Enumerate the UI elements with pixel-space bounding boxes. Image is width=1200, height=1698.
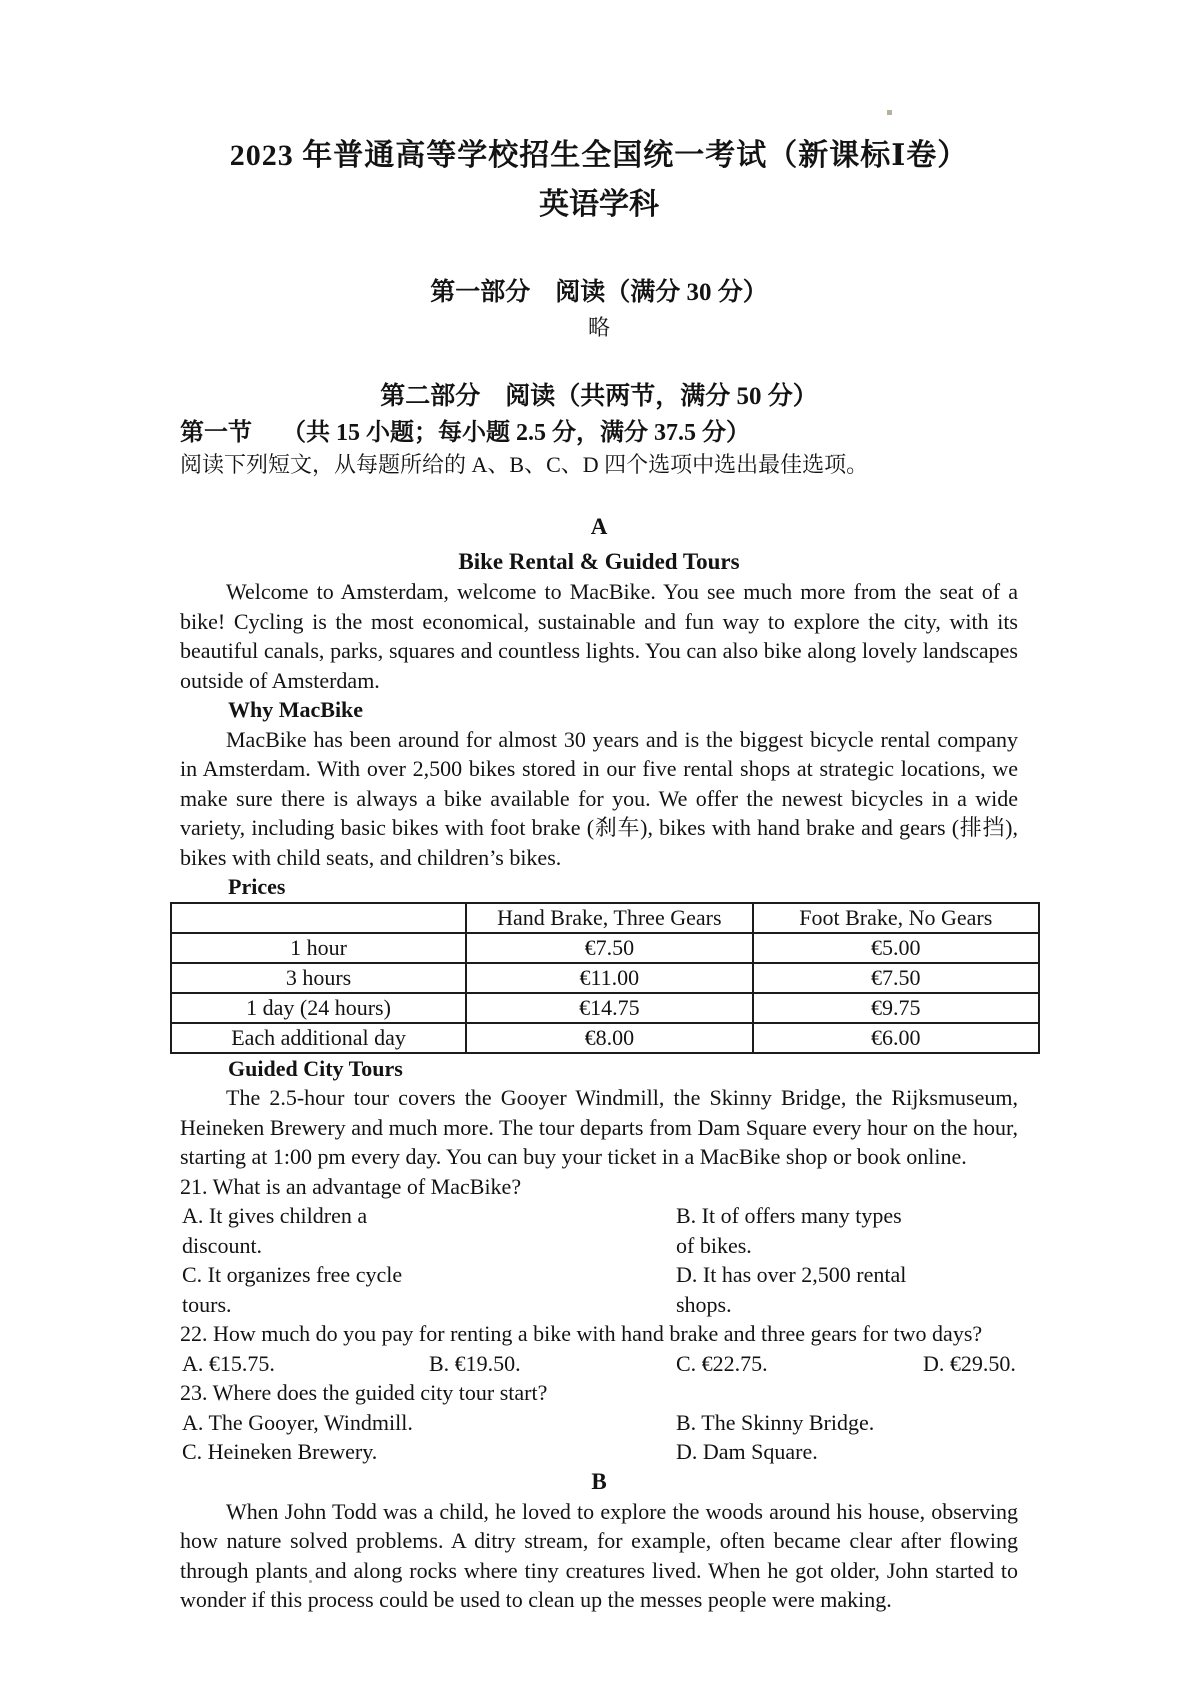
- table-cell: €7.50: [753, 963, 1039, 993]
- prices-table: [170, 902, 1040, 1054]
- question-23-options-row-1: [180, 1408, 1018, 1438]
- option-22-c: C. €22.75.: [676, 1350, 768, 1376]
- option-21-c: C. It organizes free cycle tours.: [182, 1262, 403, 1317]
- option-23-a: A. The Gooyer, Windmill.: [182, 1409, 413, 1435]
- passage-a-subheading-prices: Prices: [228, 874, 286, 899]
- exam-subject-title: 英语学科: [539, 188, 659, 221]
- table-cell: €14.75: [466, 993, 752, 1023]
- table-cell: €9.75: [753, 993, 1039, 1023]
- question-22-stem: 22. How much do you pay for renting a bike with hand brake and three gears for two days?: [180, 1321, 983, 1346]
- table-row: [171, 963, 1039, 993]
- exam-page: [180, 0, 1018, 1615]
- question-22: [180, 1319, 1018, 1378]
- table-header-empty: [171, 903, 466, 933]
- question-23-stem: 23. Where does the guided city tour start?: [180, 1380, 548, 1405]
- section1-heading: 第一节 （共 15 小题；每小题 2.5 分，满分 37.5 分）: [180, 420, 750, 446]
- option-22-b: B. €19.50.: [429, 1350, 521, 1376]
- question-23: [180, 1378, 1018, 1467]
- option-23-d: D. Dam Square.: [676, 1439, 818, 1464]
- passage-a-paragraph-2: MacBike has been around for almost 30 years and is the biggest bicycle rental company in Amsterdam. With over 2,500 bikes stored in our five rental shops at strategic locations, we make sure there is always a bike available for you. We offer the newest bicycles in a wide variety, including basic bikes with foot brake (刹车), bikes with hand brake and gears (排挡), bikes with child seats, and children’s bikes.: [180, 726, 1018, 870]
- exam-title: 2023 年普通高等学校招生全国统一考试（新课标Ⅰ卷）: [229, 139, 969, 172]
- table-header-hand-brake: Hand Brake, Three Gears: [466, 903, 752, 933]
- option-22-d: D. €29.50.: [923, 1350, 1016, 1376]
- part2-heading: 第二部分 阅读（共两节，满分 50 分）: [380, 383, 818, 410]
- option-23-c: C. Heineken Brewery.: [182, 1439, 378, 1464]
- table-cell: €5.00: [753, 933, 1039, 963]
- table-cell: 1 day (24 hours): [171, 993, 466, 1023]
- option-23-b: B. The Skinny Bridge.: [676, 1409, 875, 1435]
- question-21-options-row-1: [180, 1201, 1018, 1260]
- table-row: [171, 993, 1039, 1023]
- passage-a-subheading-why-macbike: Why MacBike: [228, 697, 364, 722]
- section1-instruction: 阅读下列短文，从每题所给的 A、B、C、D 四个选项中选出最佳选项。: [180, 452, 869, 477]
- passage-a-paragraph-3: The 2.5-hour tour covers the Gooyer Windmill, the Skinny Bridge, the Rijksmuseum, Heineken Brewery and much more. The tour departs from Dam Square every hour on the hour, starting at 1:00 pm every day. You can buy your ticket in a MacBike shop or book online.: [180, 1085, 1018, 1169]
- table-cell: €8.00: [466, 1023, 752, 1053]
- passage-b-paragraph-1: When John Todd was a child, he loved to explore the woods around his house, observing how nature solved problems. A ditry stream, for example, often became clear after flowing through plants and along rocks where tiny creatures lived. When he got older, John started to wonder if this process could be used to clean up the messes people were making.: [180, 1498, 1018, 1612]
- table-row: [171, 933, 1039, 963]
- passage-a-label: A: [590, 514, 608, 539]
- option-21-b: B. It of offers many types of bikes.: [676, 1203, 902, 1258]
- question-21-stem: 21. What is an advantage of MacBike?: [180, 1173, 522, 1199]
- table-cell: 1 hour: [171, 933, 466, 963]
- passage-a-title: Bike Rental & Guided Tours: [458, 549, 740, 574]
- table-row: [171, 1023, 1039, 1053]
- passage-a-paragraph-1: Welcome to Amsterdam, welcome to MacBike. You see much more from the seat of a bike! Cycling is the most economical, sustainable and fun way to explore the city, with its beautiful canals, parks, squares and countless lights. You can also bike along lovely landscapes outside of Amsterdam.: [180, 579, 1018, 693]
- option-21-d: D. It has over 2,500 rental shops.: [676, 1262, 907, 1317]
- table-cell: 3 hours: [171, 963, 466, 993]
- question-23-options-row-2: [180, 1437, 1018, 1467]
- question-22-options-row: [180, 1349, 1018, 1379]
- part1-omitted-note: 略: [587, 315, 610, 340]
- part1-heading: 第一部分 阅读（满分 30 分）: [430, 279, 768, 306]
- passage-a-subheading-guided-city-tours: Guided City Tours: [228, 1055, 403, 1081]
- option-22-a: A. €15.75.: [182, 1350, 275, 1376]
- table-header-foot-brake: Foot Brake, No Gears: [753, 903, 1039, 933]
- table-cell: €11.00: [466, 963, 752, 993]
- table-header-row: [171, 903, 1039, 933]
- option-21-a: A. It gives children a discount.: [182, 1203, 368, 1258]
- table-cell: €7.50: [466, 933, 752, 963]
- question-21: [180, 1172, 1018, 1320]
- question-21-options-row-2: [180, 1260, 1018, 1319]
- table-cell: €6.00: [753, 1023, 1039, 1053]
- table-cell: Each additional day: [171, 1023, 466, 1053]
- passage-b-label: B: [591, 1468, 607, 1494]
